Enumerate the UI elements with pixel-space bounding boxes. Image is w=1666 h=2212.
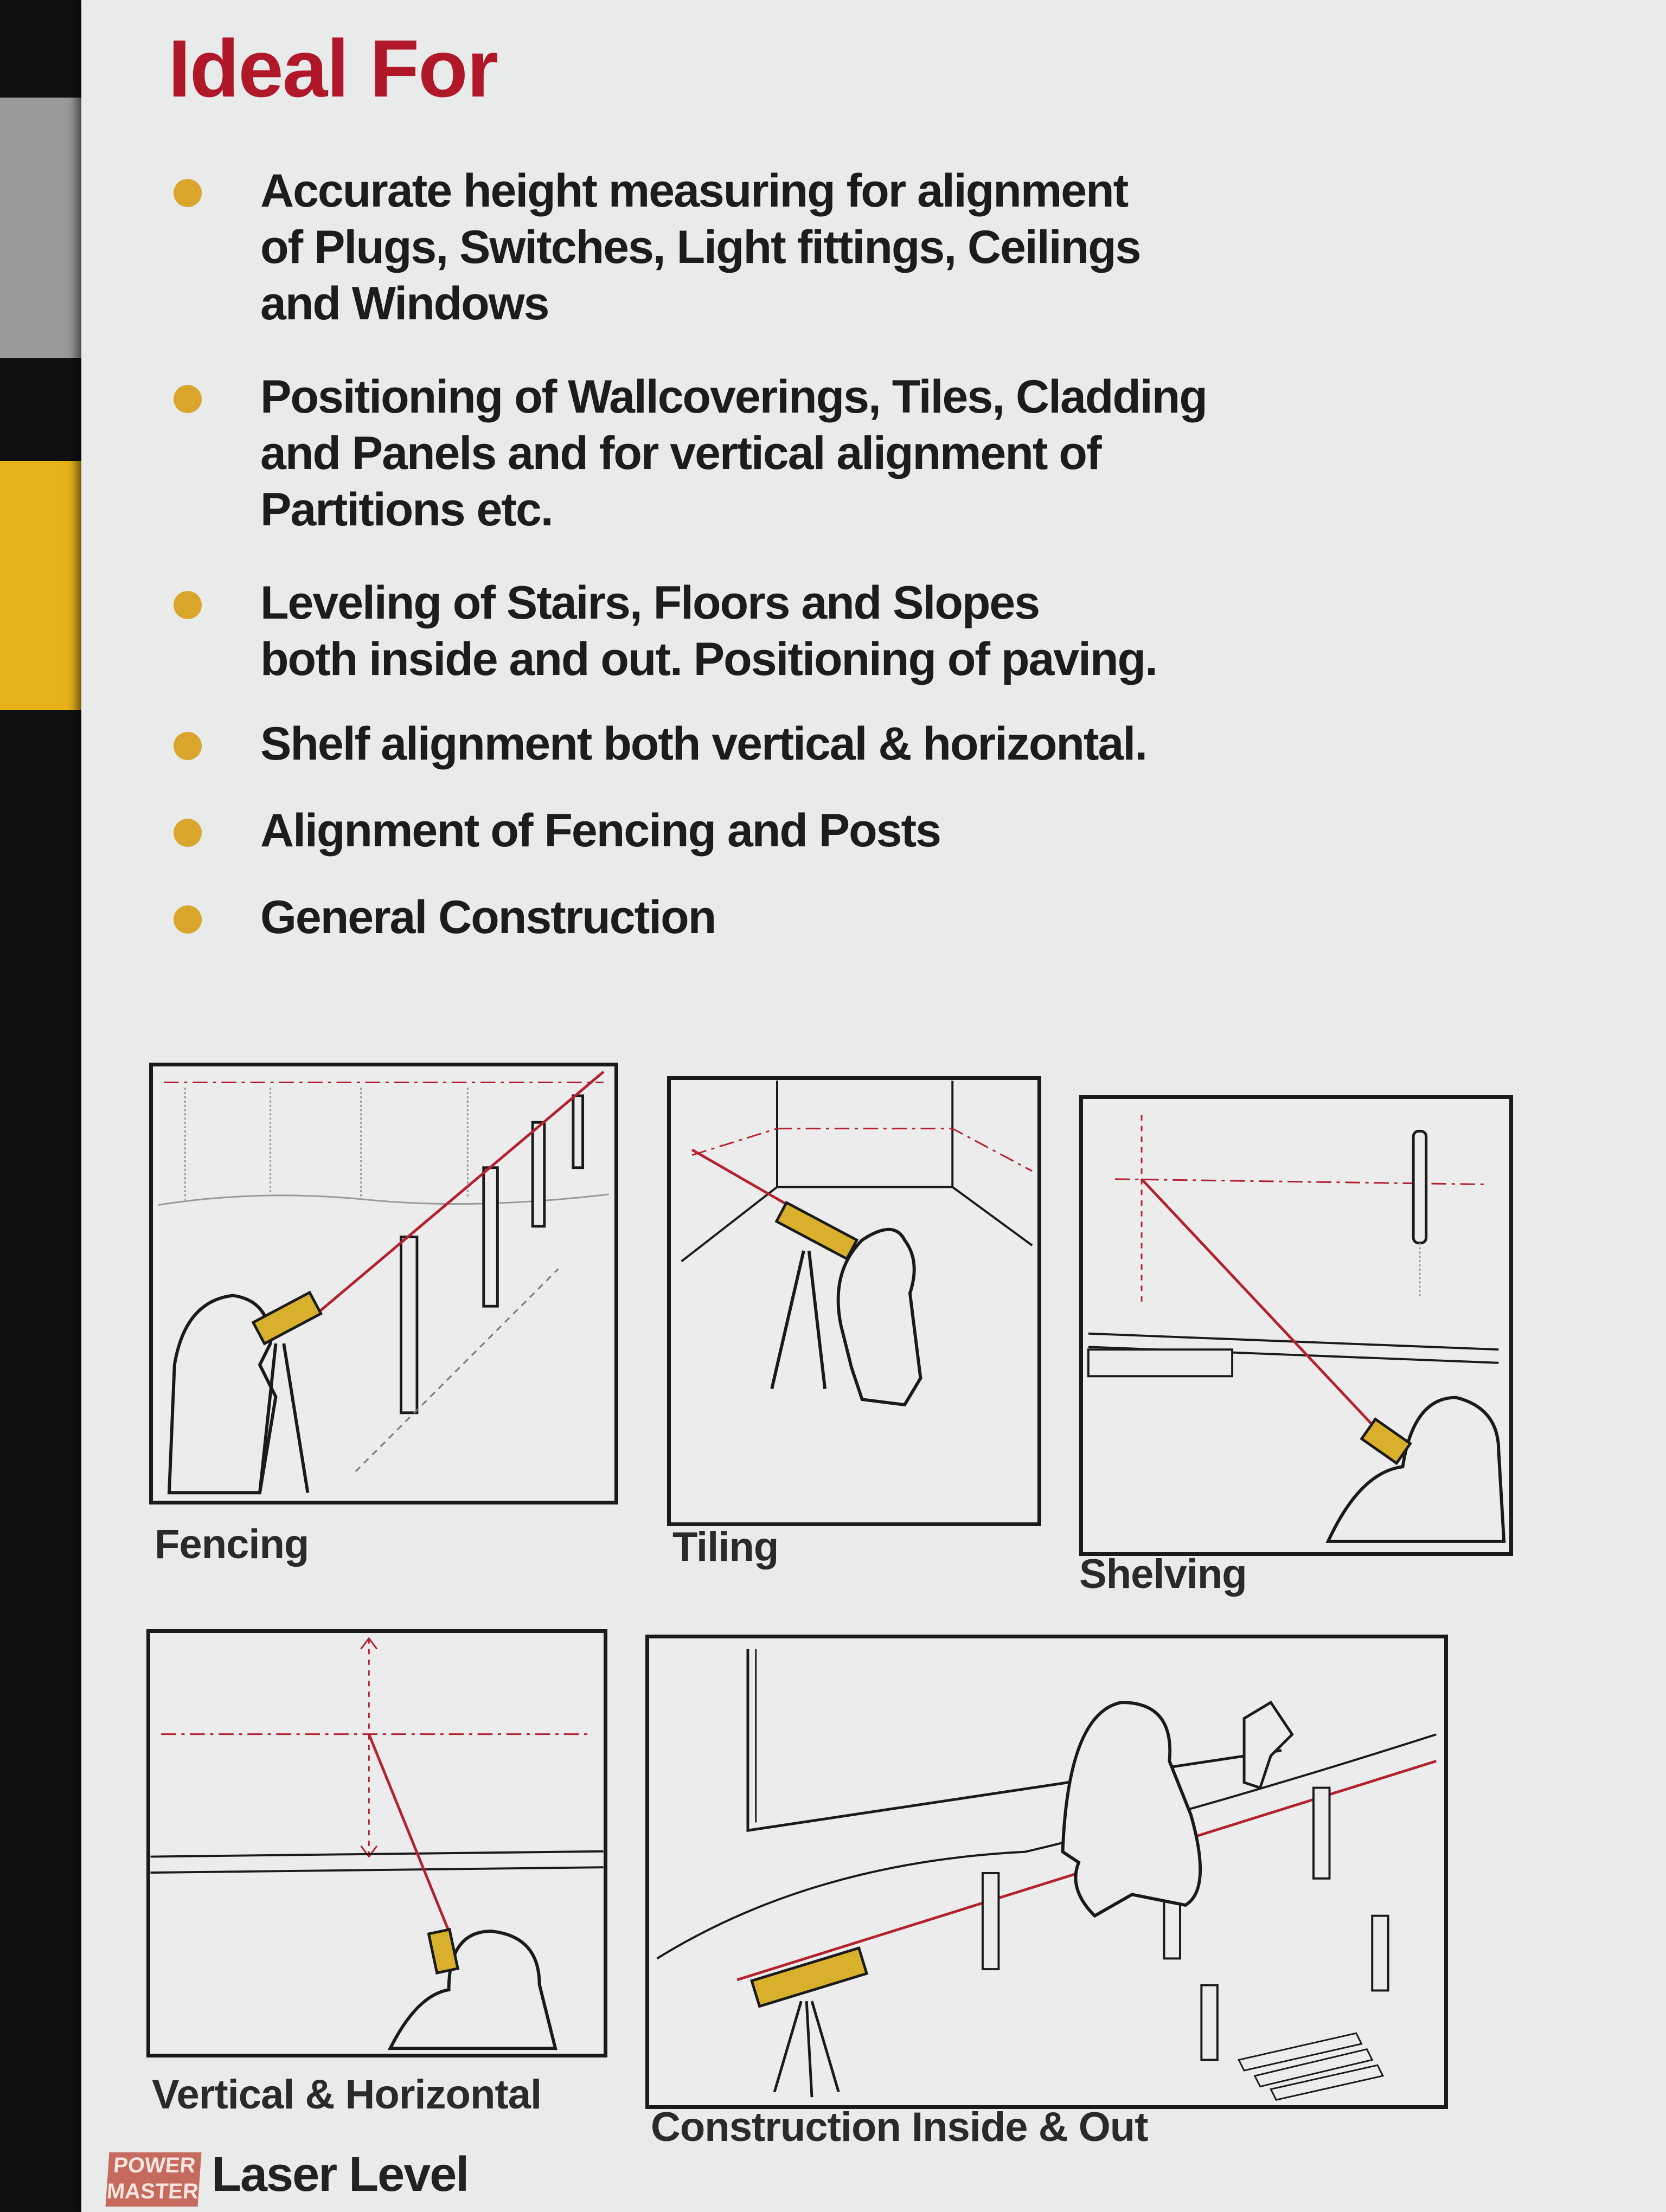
list-item-text: Accurate height measuring for alignment of Plugs, Switches, Light fittings, Ceilings and Windows (260, 165, 1140, 330)
panel-caption-fencing: Fencing (155, 1521, 309, 1567)
leaflet-page (81, 0, 1666, 2212)
list-item-text: General Construction (260, 891, 716, 943)
shelving-illustration-panel (1079, 1095, 1513, 1556)
construction-illustration-panel (645, 1635, 1448, 2109)
list-item (174, 889, 715, 946)
background-object (0, 98, 87, 358)
construction-illustration (649, 1638, 1444, 2105)
logo-line-1: POWER (112, 2153, 196, 2177)
bullet-dot-icon (174, 819, 202, 847)
logo-line-2: MASTER (106, 2179, 200, 2203)
list-item (174, 575, 1157, 687)
bullet-dot-icon (174, 905, 202, 934)
background-yellow-object (0, 461, 81, 710)
fencing-illustration (153, 1066, 614, 1501)
list-item-text: Alignment of Fencing and Posts (260, 805, 940, 857)
list-item-text: Leveling of Stairs, Floors and Slopes both inside and out. Positioning of paving. (260, 577, 1157, 685)
panel-caption-tiling: Tiling (672, 1524, 779, 1570)
bullet-dot-icon (174, 732, 202, 760)
list-item (174, 716, 1146, 772)
bullet-dot-icon (174, 385, 202, 413)
tiling-illustration-panel (667, 1076, 1041, 1526)
list-item (174, 802, 940, 859)
fencing-illustration-panel (149, 1063, 618, 1504)
bullet-dot-icon (174, 591, 202, 619)
tiling-illustration (671, 1080, 1037, 1522)
shelving-illustration (1083, 1099, 1509, 1552)
power-master-logo (106, 2152, 202, 2207)
panel-caption-construction: Construction Inside & Out (651, 2104, 1148, 2150)
list-item (174, 369, 1207, 538)
vertical-horizontal-illustration (150, 1633, 604, 2054)
list-item (174, 163, 1140, 332)
panel-caption-shelving: Shelving (1079, 1551, 1247, 1597)
bullet-dot-icon (174, 179, 202, 207)
product-title: Laser Level (212, 2147, 469, 2202)
list-item-text: Shelf alignment both vertical & horizontal. (260, 718, 1147, 770)
panel-caption-vertical-horizontal: Vertical & Horizontal (152, 2072, 542, 2118)
page-heading: Ideal For (168, 23, 498, 114)
vertical-horizontal-illustration-panel (146, 1629, 607, 2057)
list-item-text: Positioning of Wallcoverings, Tiles, Cladding and Panels and for vertical alignment of Partitions etc. (260, 371, 1207, 536)
